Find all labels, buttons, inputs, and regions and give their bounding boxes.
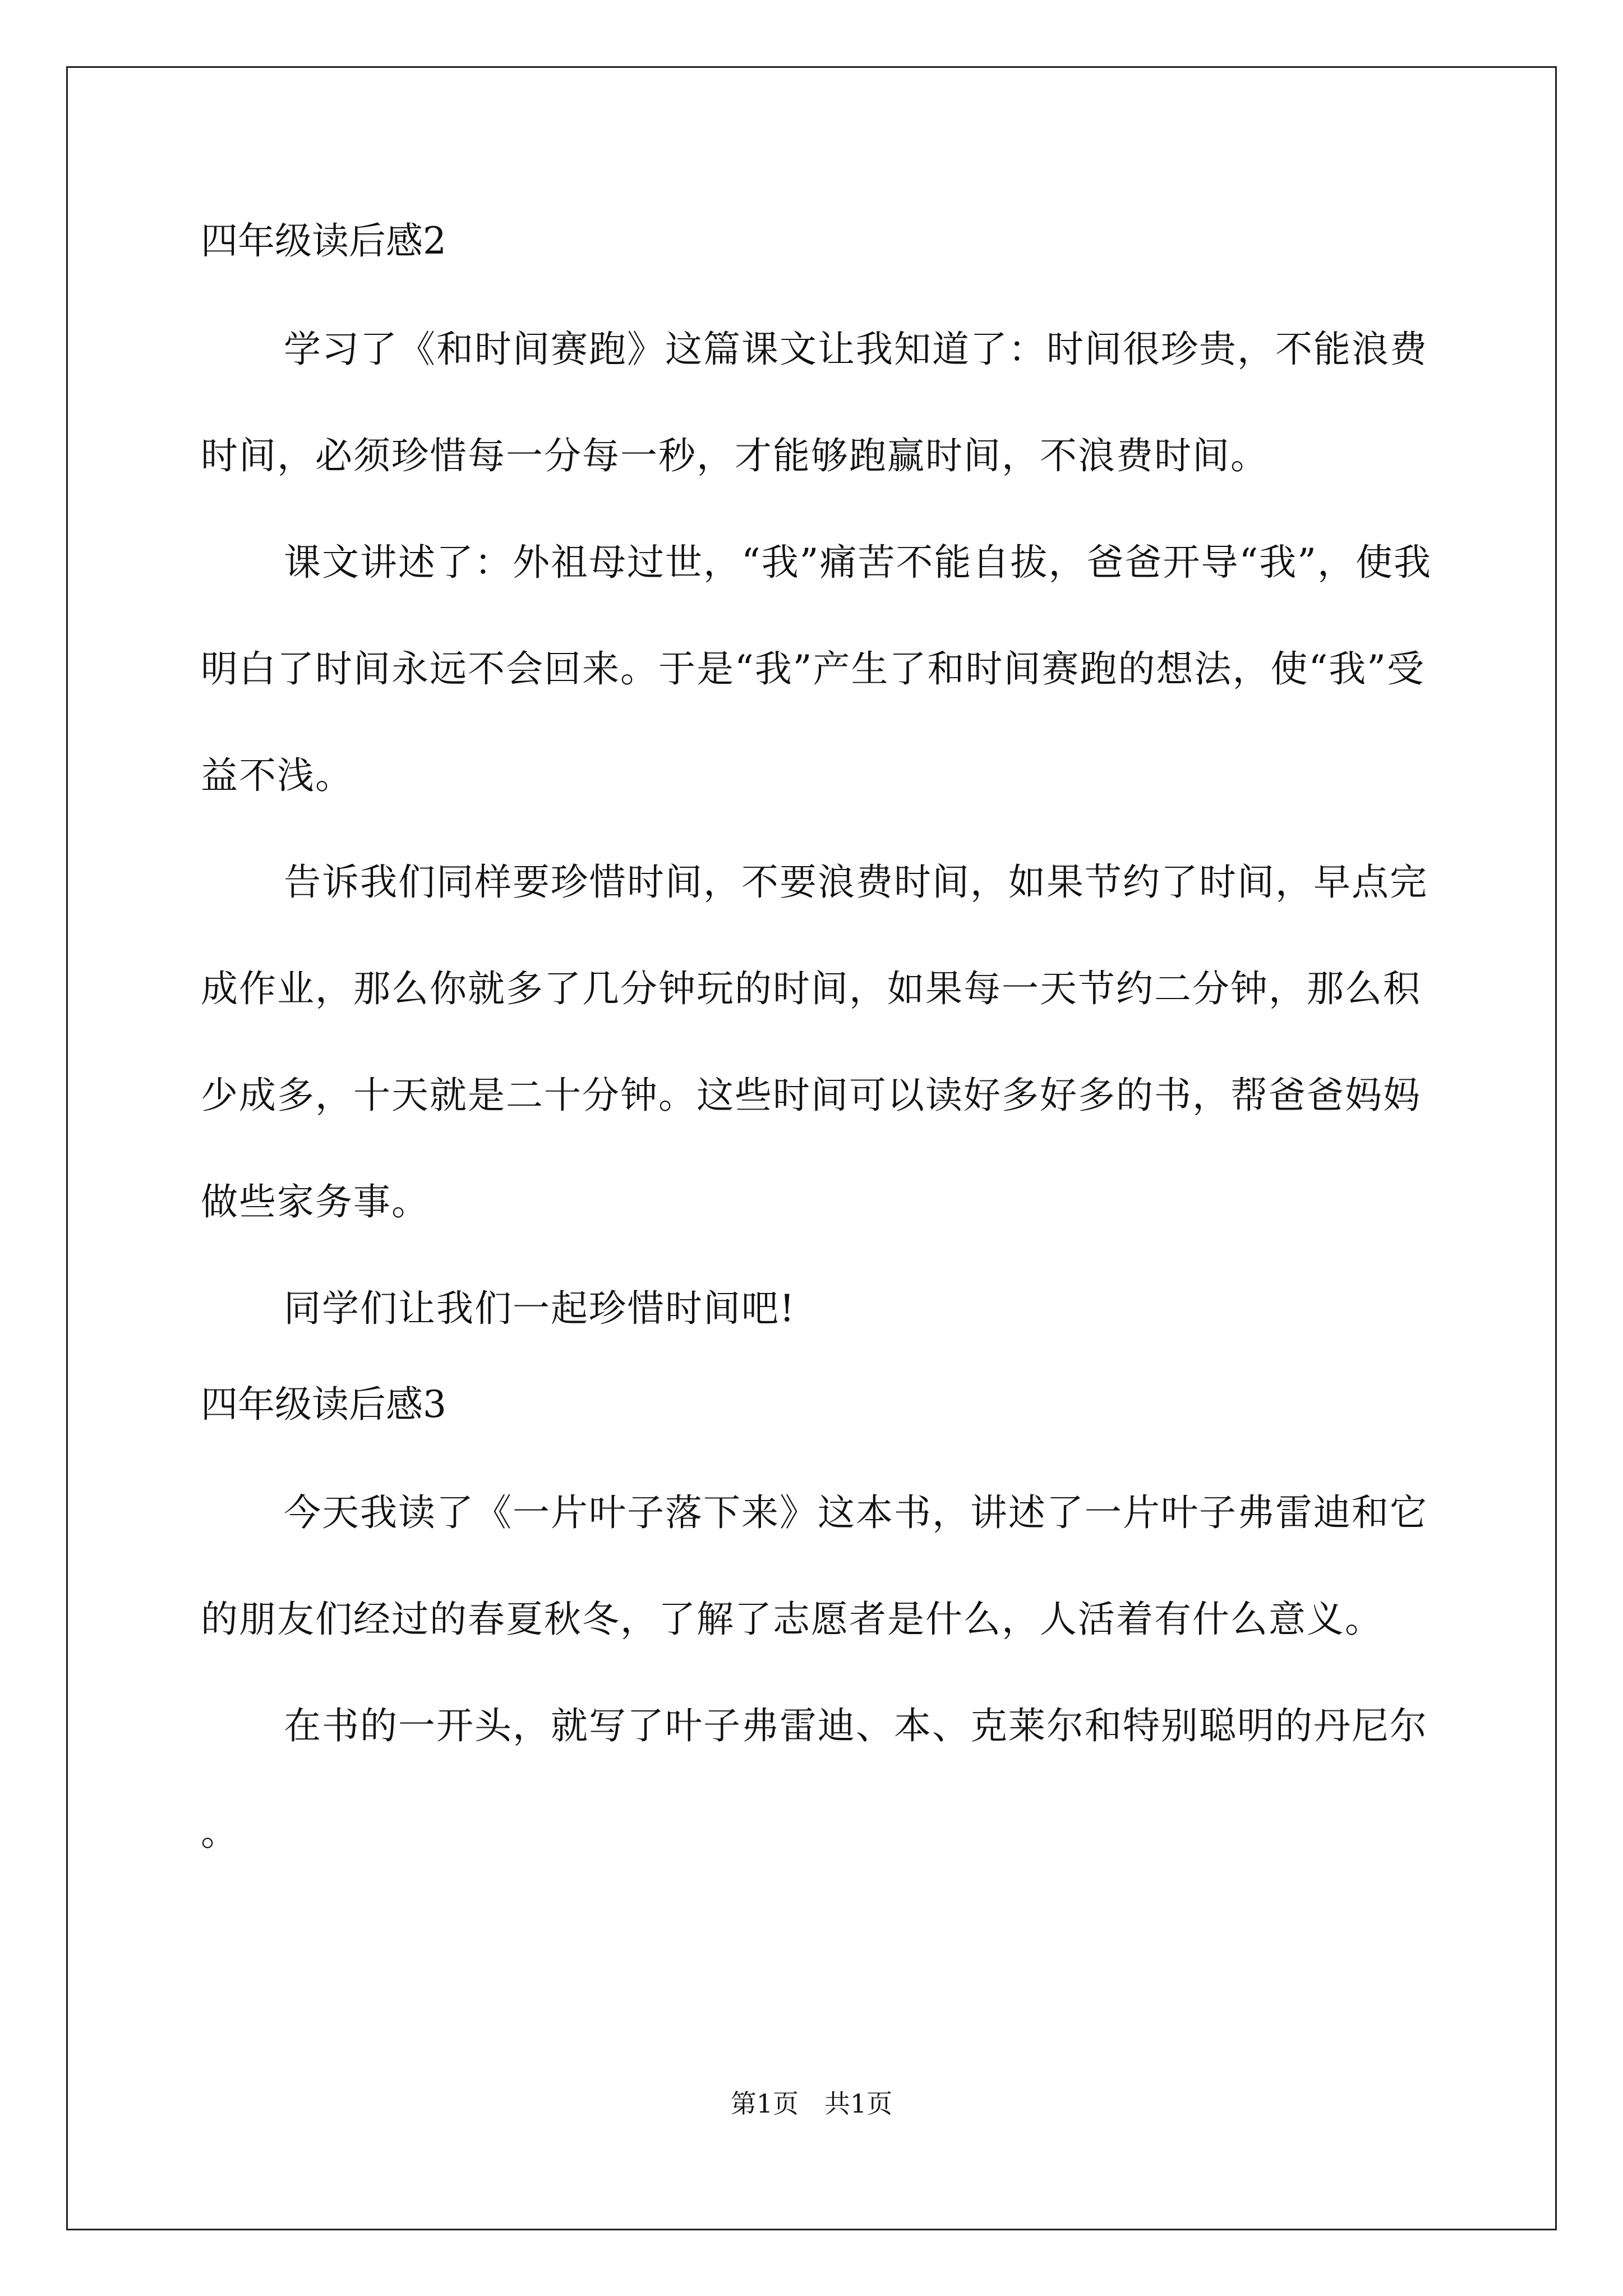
paragraph: 同学们让我们一起珍惜时间吧! xyxy=(284,1287,796,1330)
paragraph: 课文讲述了：外祖母过世，“我”痛苦不能自拔，爸爸开导“我”，使我明白了时间永远不会回来。于是“我”产生了和时间赛跑的想法，使“我”受益不浅。 xyxy=(201,541,1432,797)
paragraph: 在书的一开头，就写了叶子弗雷迪、本、克莱尔和特别聪明的丹尼尔 。 xyxy=(201,1704,1428,1854)
section-heading: 四年级读后感3 xyxy=(201,1383,446,1426)
document-body xyxy=(201,219,1440,1886)
paragraph: 学习了《和时间赛跑》这篇课文让我知道了：时间很珍贵，不能浪费时间，必须珍惜每一分每一秒，才能够跑赢时间，不浪费时间。 xyxy=(201,328,1428,477)
page-number-footer: 第1页 共1页 xyxy=(730,2088,893,2119)
paragraph: 告诉我们同样要珍惜时间，不要浪费时间，如果节约了时间，早点完成作业，那么你就多了几分钟玩的时间，如果每一天节约二分钟，那么积少成多，十天就是二十分钟。这些时间可以读好多好多的书，帮爸爸妈妈做些家务事。 xyxy=(201,861,1428,1223)
section-heading: 四年级读后感2 xyxy=(201,219,446,263)
paragraph: 今天我读了《一片叶子落下来》这本书，讲述了一片叶子弗雷迪和它的朋友们经过的春夏秋冬，了解了志愿者是什么，人活着有什么意义。 xyxy=(201,1491,1428,1641)
